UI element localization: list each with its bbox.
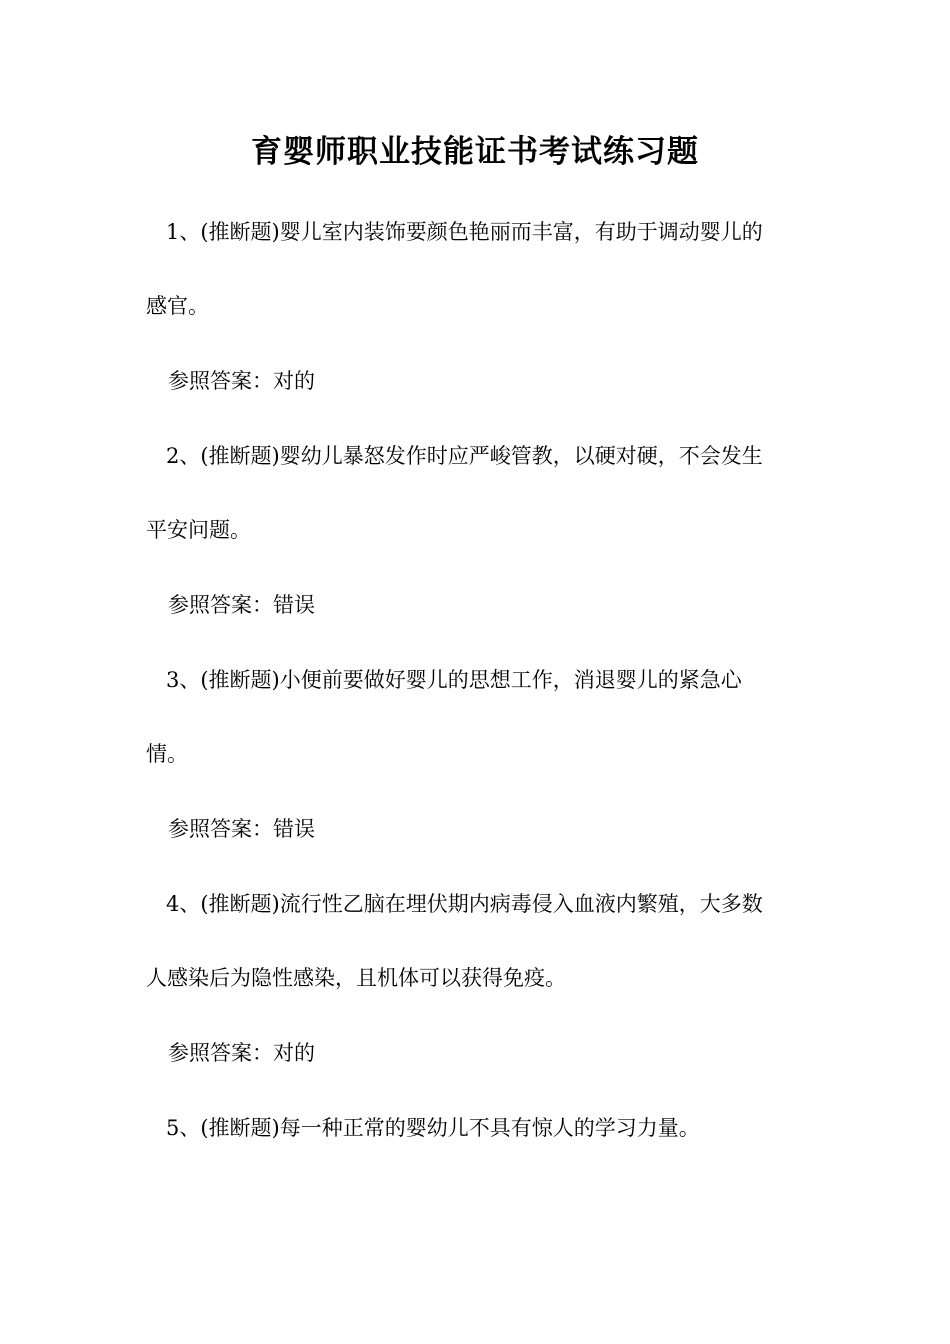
question-5-text: 5、(推断题)每一种正常的婴幼儿不具有惊人的学习力量。: [166, 1116, 700, 1140]
question-1-text-continued: 感官。: [146, 294, 209, 318]
question-1-answer: 参照答案：对的: [168, 369, 315, 393]
page-title: 育婴师职业技能证书考试练习题: [251, 134, 699, 170]
question-2-text: 2、(推断题)婴幼儿暴怒发作时应严峻管教，以硬对硬，不会发生: [166, 444, 763, 468]
question-4-text: 4、(推断题)流行性乙脑在埋伏期内病毒侵入血液内繁殖，大多数: [166, 892, 763, 916]
question-4-text-continued: 人感染后为隐性感染，且机体可以获得免疫。: [146, 966, 566, 990]
question-3-answer: 参照答案：错误: [168, 817, 315, 841]
question-2-text-continued: 平安问题。: [146, 518, 251, 542]
question-3-text: 3、(推断题)小便前要做好婴儿的思想工作，消退婴儿的紧急心: [166, 668, 742, 692]
question-1-text: 1、(推断题)婴儿室内装饰要颜色艳丽而丰富，有助于调动婴儿的: [166, 220, 763, 244]
question-3-text-continued: 情。: [146, 742, 188, 766]
question-4-answer: 参照答案：对的: [168, 1041, 315, 1065]
question-2-answer: 参照答案：错误: [168, 593, 315, 617]
